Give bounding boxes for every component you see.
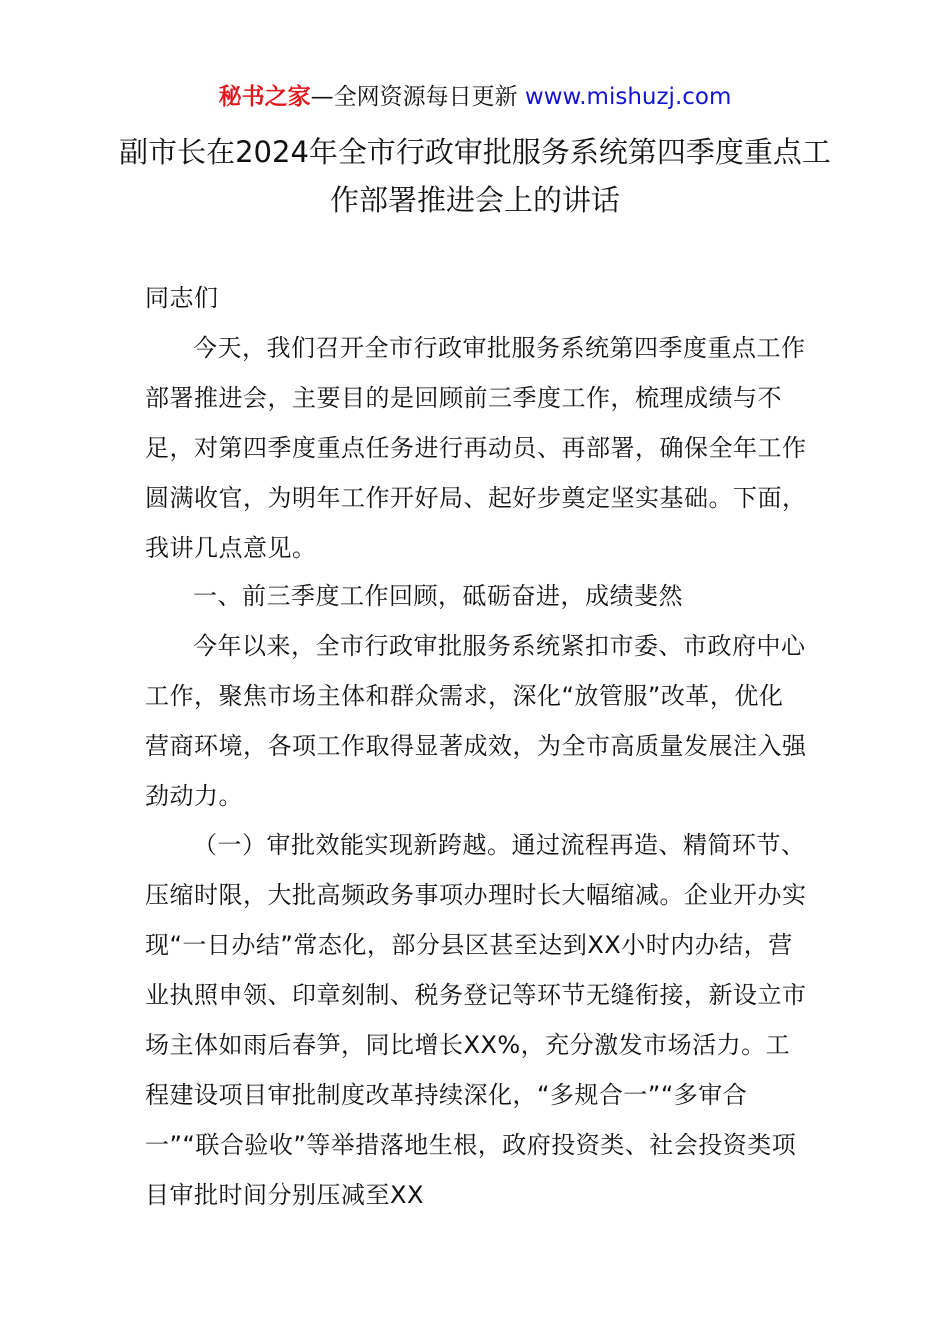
document-title: 副市长在2024年全市行政审批服务系统第四季度重点工作部署推进会上的讲话 [119,135,831,217]
site-brand: 秘书之家 [218,84,311,110]
paragraph-intro: 今天，我们召开全市行政审批服务系统第四季度重点工作部署推进会，主要目的是回顾前三季度工作，梳理成绩与不足，对第四季度重点任务进行再动员、再部署，确保全年工作圆满收官，为明年工作开好局、起好步奠定坚实基础。下面，我讲几点意见。 [145,334,807,562]
paragraph-review: 今年以来，全市行政审批服务系统紧扣市委、市政府中心工作，聚焦市场主体和群众需求，深化“放管服”改革，优化营商环境，各项工作取得显著成效，为全市高质量发展注入强劲动力。 [145,632,807,810]
paragraph-efficiency: （一）审批效能实现新跨越。通过流程再造、精简环节、压缩时限，大批高频政务事项办理时长大幅缩减。企业开办实现“一日办结”常态化，部分县区甚至达到XX小时内办结，营业执照申领、印章刻制、税务登记等环节无缝衔接，新设立市场主体如雨后春笋，同比增长XX%，充分激发市场活力。工程建设项目审批制度改革持续深化，“多规合一”“多审合一”“联合验收”等举措落地生根，政府投资类、社会投资类项目审批时间分别压减至XX [145,831,807,1209]
site-url-link[interactable]: www.mishuzj.com [524,84,732,110]
site-tagline: —全网资源每日更新 [310,84,525,110]
section-heading: 一、前三季度工作回顾，砥砺奋进，成绩斐然 [193,582,683,610]
site-header [0,80,950,114]
salutation: 同志们 [145,284,219,312]
